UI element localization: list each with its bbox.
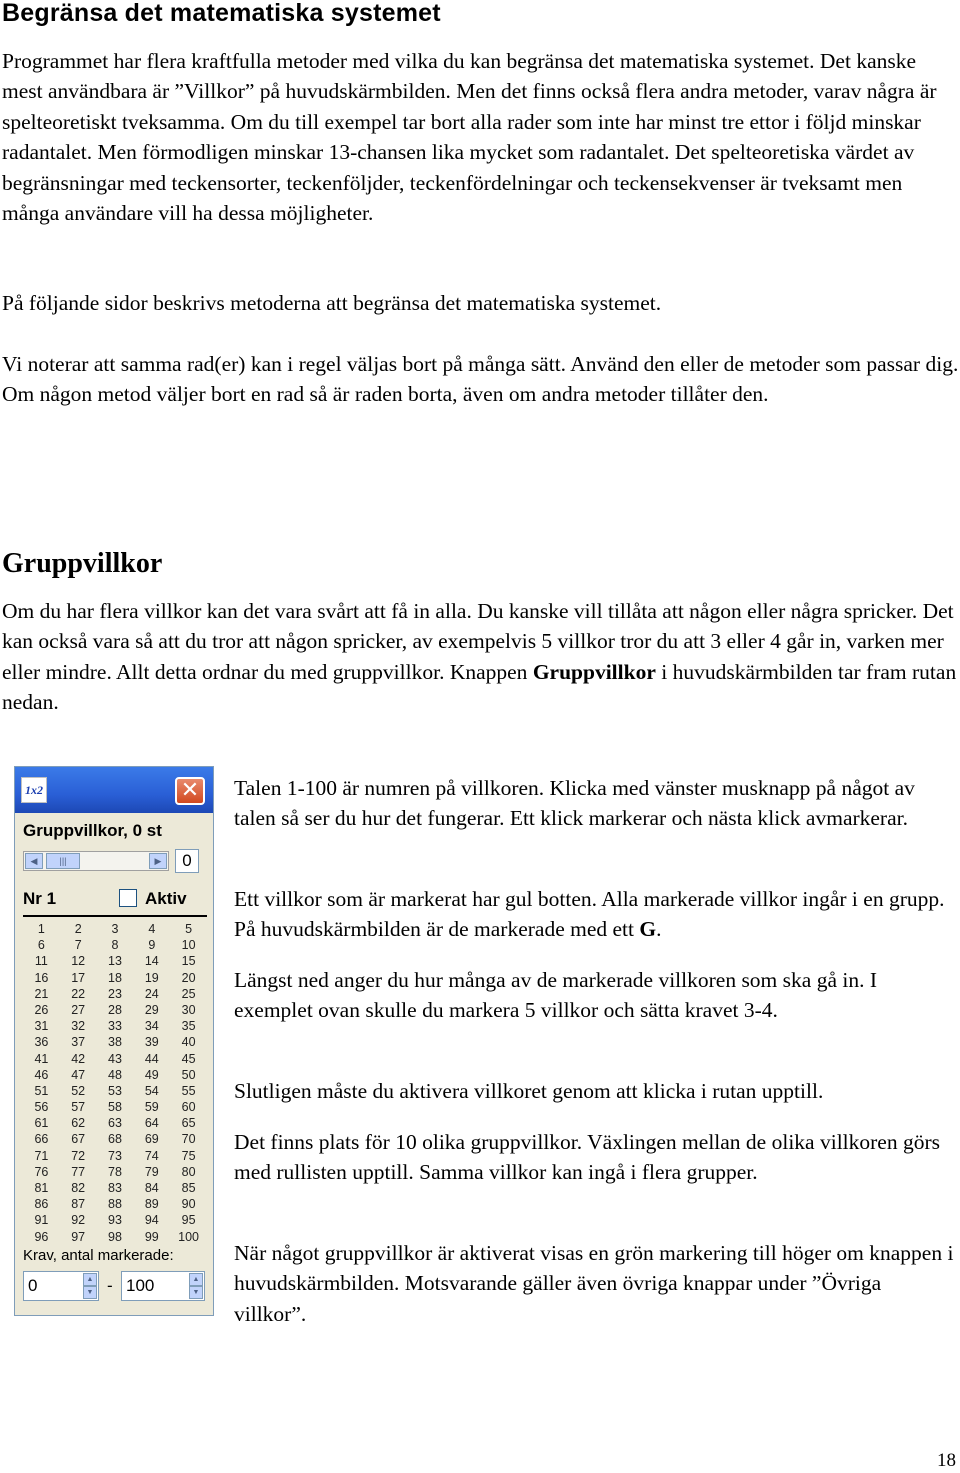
page-title: Begränsa det matematiska systemet <box>2 0 441 27</box>
range-dash: - <box>107 1276 113 1295</box>
condition-number-cell[interactable]: 81 <box>34 1181 49 1195</box>
condition-number-cell[interactable]: 12 <box>71 954 86 969</box>
condition-number-cell[interactable]: 82 <box>71 1181 86 1195</box>
condition-number-cell[interactable]: 79 <box>144 1164 159 1179</box>
condition-number-cell[interactable]: 46 <box>34 1067 49 1082</box>
condition-number-cell[interactable]: 92 <box>71 1213 86 1228</box>
condition-number-cell[interactable]: 87 <box>71 1197 86 1212</box>
condition-grid <box>23 921 207 1245</box>
side-paragraph: Det finns plats för 10 olika gruppvillkor. Växlingen mellan de olika villkoren görs med rullisten upptill. Samma villkor kan ingå i flera grupper. <box>234 1130 940 1185</box>
spin-up-icon[interactable]: ▲ <box>189 1273 203 1286</box>
condition-number-cell[interactable]: 39 <box>144 1035 159 1050</box>
condition-number-cell[interactable]: 55 <box>181 1083 196 1098</box>
condition-number-cell[interactable]: 38 <box>108 1035 122 1050</box>
intro-paragraph <box>2 596 960 718</box>
condition-number-cell[interactable]: 23 <box>108 986 122 1001</box>
dialog-body <box>15 813 213 1315</box>
condition-number-cell[interactable]: 5 <box>185 922 193 936</box>
intro-text-end: i huvudskärmbilden tar fram rutan nedan. <box>2 659 957 715</box>
condition-number-cell[interactable]: 72 <box>71 1148 86 1163</box>
condition-scrollbar[interactable] <box>23 851 169 871</box>
condition-number-cell[interactable]: 62 <box>71 1116 86 1131</box>
condition-number-cell[interactable]: 26 <box>34 1002 49 1017</box>
condition-number-cell[interactable]: 75 <box>181 1148 196 1163</box>
condition-number-cell[interactable]: 35 <box>181 1019 196 1034</box>
condition-number-cell[interactable]: 94 <box>144 1213 159 1228</box>
condition-number-cell[interactable]: 42 <box>71 1051 86 1066</box>
condition-number-cell[interactable]: 10 <box>181 938 196 953</box>
condition-number-cell[interactable]: 41 <box>34 1051 49 1066</box>
condition-number-cell[interactable]: 31 <box>34 1019 49 1034</box>
min-count-value: 0 <box>28 1276 38 1295</box>
condition-number-cell[interactable]: 96 <box>34 1229 49 1244</box>
condition-number-cell[interactable]: 27 <box>71 1002 86 1017</box>
divider <box>23 915 207 917</box>
spin-down-icon[interactable]: ▼ <box>83 1286 97 1299</box>
app-icon: 1x2 <box>21 777 47 803</box>
condition-number-cell[interactable]: 64 <box>144 1116 159 1131</box>
condition-number-cell[interactable]: 93 <box>108 1213 122 1228</box>
condition-number-cell[interactable]: 56 <box>34 1100 49 1115</box>
condition-number-cell[interactable]: 36 <box>34 1035 49 1050</box>
max-spin-buttons <box>189 1273 203 1299</box>
scroll-left-button[interactable]: ◀ <box>25 853 43 869</box>
condition-number-cell[interactable]: 29 <box>144 1002 159 1017</box>
side-paragraph: Slutligen måste du aktivera villkoret genom att klicka i rutan upptill. <box>234 1079 824 1103</box>
condition-number-cell[interactable]: 13 <box>108 954 122 969</box>
condition-number-cell[interactable]: 47 <box>71 1067 86 1082</box>
spin-up-icon[interactable]: ▲ <box>83 1273 97 1286</box>
condition-number-cell[interactable]: 3 <box>111 922 119 936</box>
body-paragraph: Vi noterar att samma rad(er) kan i regel väljas bort på många sätt. Använd den eller de metoder som passar dig. Om någon metod väljer bort en rad så är raden borta, även om andra metoder tillåter den. <box>2 352 959 407</box>
condition-number-cell[interactable]: 24 <box>144 986 159 1001</box>
condition-number-cell[interactable]: 53 <box>108 1083 122 1098</box>
requirement-label: Krav, antal markerade: <box>23 1247 174 1264</box>
condition-number-cell[interactable]: 6 <box>37 938 45 953</box>
gruppvillkor-dialog <box>14 766 214 1316</box>
condition-number-cell[interactable]: 67 <box>71 1132 86 1147</box>
condition-number-cell[interactable]: 32 <box>71 1019 86 1034</box>
condition-number-cell[interactable]: 80 <box>181 1164 196 1179</box>
condition-number-cell[interactable]: 71 <box>34 1148 49 1163</box>
condition-number-cell[interactable]: 33 <box>108 1019 122 1034</box>
condition-number-cell[interactable]: 18 <box>108 970 122 985</box>
condition-number-cell[interactable]: 90 <box>181 1197 196 1212</box>
condition-number-cell[interactable]: 40 <box>181 1035 196 1050</box>
condition-number-cell[interactable]: 100 <box>178 1229 200 1244</box>
condition-number-cell[interactable]: 84 <box>144 1181 159 1195</box>
side-paragraph: Talen 1-100 är numren på villkoren. Klicka med vänster musknapp på något av talen så ser du hur det fungerar. Ett klick markerar och nästa klick avmarkerar. <box>234 776 915 831</box>
condition-number-cell[interactable]: 83 <box>108 1181 122 1195</box>
condition-number-label: Nr 1 <box>23 889 57 908</box>
dialog-titlebar <box>15 767 213 813</box>
condition-number-cell[interactable]: 37 <box>71 1035 86 1050</box>
max-count-spinner[interactable] <box>121 1271 205 1301</box>
condition-number-cell[interactable]: 86 <box>34 1197 49 1212</box>
condition-number-cell[interactable]: 69 <box>144 1132 159 1147</box>
condition-number-cell[interactable]: 85 <box>181 1181 196 1195</box>
section-heading: Gruppvillkor <box>2 548 163 579</box>
condition-number-cell[interactable]: 60 <box>181 1100 196 1115</box>
condition-number-cell[interactable]: 59 <box>144 1100 159 1115</box>
condition-number-cell[interactable]: 52 <box>71 1083 86 1098</box>
selector-value: 0 <box>175 849 199 873</box>
side-paragraph: Längst ned anger du hur många av de markerade villkoren som ska gå in. I exemplet ovan skulle du markera 5 villkor och sätta kravet 3-4. <box>234 968 877 1023</box>
condition-number-cell[interactable]: 99 <box>144 1229 159 1244</box>
side-text-end: . <box>656 917 662 942</box>
condition-number-cell[interactable]: 58 <box>108 1100 122 1115</box>
condition-number-cell[interactable]: 30 <box>181 1002 196 1017</box>
condition-number-cell[interactable]: 7 <box>74 938 82 953</box>
side-paragraph <box>234 884 958 945</box>
side-bold-letter: G <box>639 917 657 942</box>
condition-number-cell[interactable]: 34 <box>144 1019 159 1034</box>
condition-number-cell[interactable]: 22 <box>71 986 86 1001</box>
condition-number-cell[interactable]: 20 <box>181 970 196 985</box>
side-paragraph: När något gruppvillkor är aktiverat visas en grön markering till höger om knappen i huvudskärmbilden. Motsvarande gäller även övriga knappar under ”Övriga villkor”. <box>234 1241 954 1326</box>
condition-number-cell[interactable]: 21 <box>34 986 49 1001</box>
condition-number-cell[interactable]: 97 <box>71 1229 86 1244</box>
condition-number-cell[interactable]: 4 <box>148 922 156 936</box>
condition-number-cell[interactable]: 44 <box>144 1051 159 1066</box>
condition-number-cell[interactable]: 70 <box>181 1132 196 1147</box>
condition-number-cell[interactable]: 77 <box>71 1164 86 1179</box>
condition-number-cell[interactable]: 88 <box>108 1197 122 1212</box>
condition-number-cell[interactable]: 9 <box>148 938 156 953</box>
condition-number-cell[interactable]: 74 <box>144 1148 159 1163</box>
scroll-thumb[interactable]: ||| <box>46 853 80 869</box>
condition-number-cell[interactable]: 68 <box>108 1132 122 1147</box>
condition-number-cell[interactable]: 16 <box>34 970 49 985</box>
min-spin-buttons <box>83 1273 97 1299</box>
active-checkbox[interactable] <box>119 889 137 907</box>
condition-number-cell[interactable]: 98 <box>108 1229 122 1244</box>
condition-number-cell[interactable]: 50 <box>181 1067 196 1082</box>
condition-number-cell[interactable]: 95 <box>181 1213 196 1228</box>
condition-number-cell[interactable]: 51 <box>34 1083 49 1098</box>
intro-bold-term: Gruppvillkor <box>532 659 656 684</box>
condition-number-cell[interactable]: 28 <box>108 1002 122 1017</box>
condition-number-cell[interactable]: 8 <box>111 938 119 953</box>
max-count-value: 100 <box>126 1276 155 1295</box>
condition-number-cell[interactable]: 14 <box>144 954 159 969</box>
active-label: Aktiv <box>145 889 187 908</box>
condition-number-cell[interactable]: 66 <box>34 1132 49 1147</box>
min-count-spinner[interactable] <box>23 1271 99 1301</box>
condition-number-cell[interactable]: 73 <box>108 1148 122 1163</box>
condition-number-cell[interactable]: 54 <box>144 1083 159 1098</box>
condition-number-cell[interactable]: 11 <box>34 954 48 969</box>
condition-number-cell[interactable]: 78 <box>108 1164 122 1179</box>
condition-number-cell[interactable]: 19 <box>144 970 159 985</box>
condition-number-cell[interactable]: 61 <box>34 1116 49 1131</box>
condition-number-cell[interactable]: 49 <box>144 1067 159 1082</box>
scroll-right-button[interactable]: ▶ <box>149 853 167 869</box>
body-paragraph: På följande sidor beskrivs metoderna att begränsa det matematiska systemet. <box>2 291 662 315</box>
condition-number-cell[interactable]: 17 <box>71 970 86 985</box>
condition-number-cell[interactable]: 1 <box>37 922 45 936</box>
condition-number-cell[interactable]: 25 <box>181 986 196 1001</box>
condition-number-cell[interactable]: 45 <box>181 1051 196 1066</box>
condition-number-cell[interactable]: 57 <box>71 1100 86 1115</box>
condition-number-cell[interactable]: 65 <box>181 1116 196 1131</box>
condition-number-cell[interactable]: 43 <box>108 1051 122 1066</box>
body-paragraph: Programmet har flera kraftfulla metoder med vilka du kan begränsa det matematiska systemet. Det kanske mest användbara är ”Villkor” på huvudskärmbilden. Men det finns också flera andra metoder, varav några är spelteoretiskt tveksamma. Om du till exempel tar bort alla rader som inte har minst tre ettor i följd minskar radantalet. Men förmodligen minskar 13-chansen lika mycket som radantalet. Det spelteoretiska värdet av begränsningar med teckensorter, teckenföljder, teckenfördelningar och teckensekvenser är tveksamt men många användare vill ha dessa möjligheter. <box>2 49 937 226</box>
intro-text: Om du har flera villkor kan det vara svårt att få in alla. Du kanske vill tillåta att någon eller några spricker. Det kan också vara så att du tror att någon spricker, av exempelvis 5 villkor tror du att 3 eller 4 går in, varken mer eller mindre. Allt detta ordnar du med gruppvillkor. Knappen <box>2 599 954 684</box>
condition-number-cell[interactable]: 89 <box>144 1197 159 1212</box>
side-text: Ett villkor som är markerat har gul botten. Alla markerade villkor ingår i en grupp. På huvudskärmbilden är de markerade med ett <box>234 887 945 942</box>
condition-number-cell[interactable]: 15 <box>181 954 196 969</box>
close-button[interactable]: ✕ <box>175 777 205 805</box>
condition-number-cell[interactable]: 2 <box>74 922 82 936</box>
condition-number-cell[interactable]: 76 <box>34 1164 49 1179</box>
condition-number-cell[interactable]: 63 <box>108 1116 122 1131</box>
condition-number-cell[interactable]: 48 <box>108 1067 122 1082</box>
condition-number-cell[interactable]: 91 <box>34 1213 49 1228</box>
spin-down-icon[interactable]: ▼ <box>189 1286 203 1299</box>
dialog-caption: Gruppvillkor, 0 st <box>23 821 162 840</box>
page-number: 18 <box>937 1450 956 1471</box>
